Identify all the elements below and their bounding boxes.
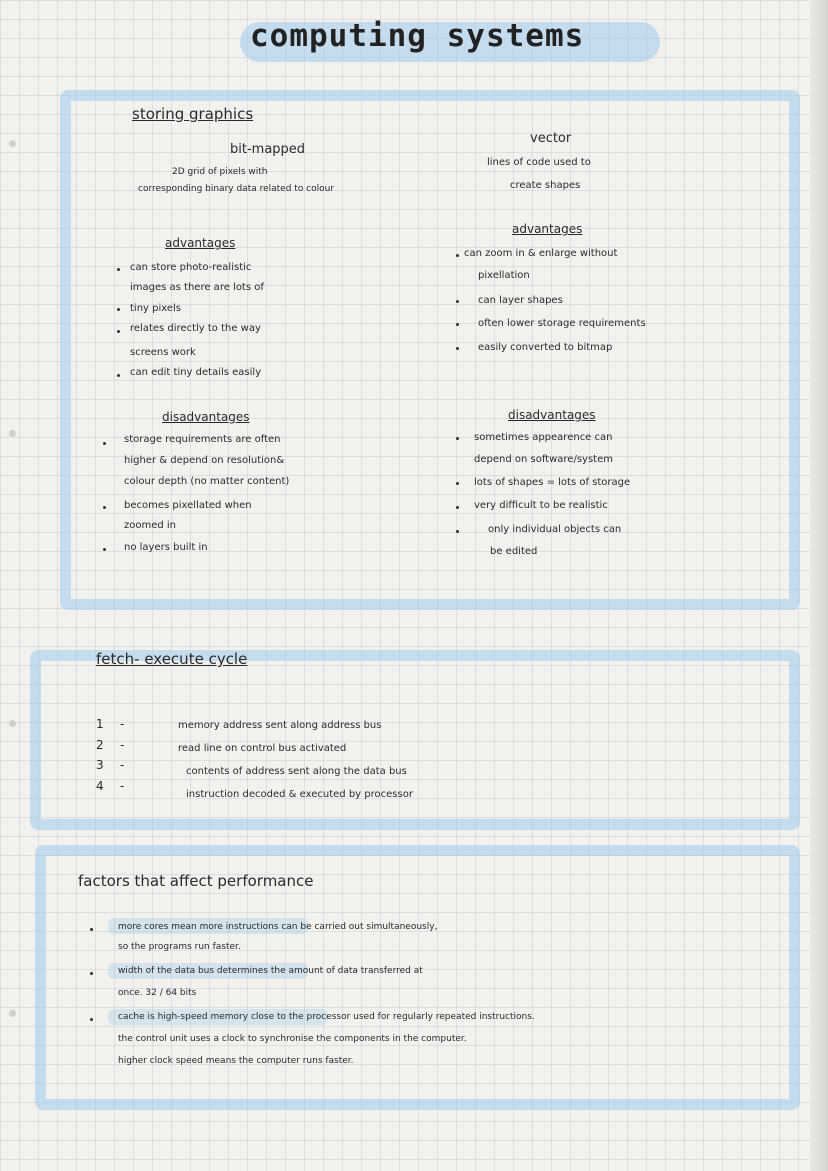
bullet-dot	[117, 330, 120, 333]
vector-advantage-line: pixellation	[478, 270, 530, 281]
bullet-dot	[456, 482, 459, 485]
vector-heading: vector	[530, 131, 572, 146]
bullet-dot	[90, 1018, 93, 1021]
step-dash: -	[120, 779, 125, 793]
performance-line: more cores mean more instructions can be carried out simultaneously,	[118, 922, 438, 932]
step-text: read line on control bus activated	[178, 743, 347, 754]
vector-disadvantage-line: lots of shapes = lots of storage	[474, 477, 631, 488]
vector-disadvantage-line: depend on software/system	[474, 454, 613, 465]
step-number: 2	[96, 738, 104, 752]
performance-line: width of the data bus determines the amount of data transferred at	[118, 966, 423, 976]
vector-advantage-line: easily converted to bitmap	[478, 342, 613, 353]
page-hole	[9, 1010, 16, 1017]
page-hole	[9, 430, 16, 437]
bitmapped-advantage-line: can store photo-realistic	[130, 262, 252, 273]
notebook-binding	[810, 0, 828, 1171]
bullet-dot	[103, 548, 106, 551]
step-dash: -	[120, 717, 125, 731]
vector-disadvantage-line: sometimes appearence can	[474, 432, 613, 443]
bullet-dot	[456, 254, 459, 257]
bullet-dot	[117, 374, 120, 377]
performance-heading: factors that affect performance	[78, 872, 314, 890]
vector-disadvantages-heading: disadvantages	[508, 408, 596, 422]
bullet-dot	[456, 300, 459, 303]
storing-graphics-heading: storing graphics	[132, 105, 254, 123]
bullet-dot	[456, 323, 459, 326]
bitmapped-disadvantage-line: higher & depend on resolution&	[124, 455, 285, 466]
bullet-dot	[103, 442, 106, 445]
fetch-execute-panel	[30, 650, 800, 830]
performance-line: so the programs run faster.	[118, 942, 241, 952]
bitmapped-disadvantage-line: becomes pixellated when	[124, 500, 252, 511]
bullet-dot	[103, 506, 106, 509]
bitmapped-disadvantage-line: zoomed in	[124, 520, 177, 531]
bitmapped-advantage-line: screens work	[130, 347, 196, 358]
bitmapped-advantage-line: relates directly to the way	[130, 323, 261, 334]
step-text: contents of address sent along the data bus	[186, 766, 407, 777]
vector-disadvantage-line: only individual objects can	[488, 524, 622, 535]
performance-line: cache is high-speed memory close to the processor used for regularly repeated instructions.	[118, 1012, 535, 1022]
bitmapped-advantage-line: can edit tiny details easily	[130, 367, 262, 378]
bitmapped-advantages-heading: advantages	[165, 236, 236, 250]
bullet-dot	[456, 530, 459, 533]
step-text: instruction decoded & executed by processor	[186, 789, 413, 800]
bullet-dot	[117, 268, 120, 271]
bitmapped-advantage-line: tiny pixels	[130, 303, 182, 314]
bitmapped-advantage-line: images as there are lots of	[130, 282, 264, 293]
bitmapped-definition-line: corresponding binary data related to colour	[138, 184, 335, 194]
vector-advantages-heading: advantages	[512, 222, 583, 236]
bitmapped-disadvantage-line: colour depth (no matter content)	[124, 476, 290, 487]
fetch-execute-heading: fetch- execute cycle	[96, 650, 248, 668]
step-number: 3	[96, 758, 104, 772]
vector-advantage-line: can zoom in & enlarge without	[464, 248, 618, 259]
step-text: memory address sent along address bus	[178, 720, 382, 731]
bitmapped-disadvantage-line: no layers built in	[124, 542, 208, 553]
vector-disadvantage-line: be edited	[490, 546, 538, 557]
page-hole	[9, 140, 16, 147]
performance-line: higher clock speed means the computer runs faster.	[118, 1056, 354, 1066]
performance-line: the control unit uses a clock to synchronise the components in the computer.	[118, 1034, 467, 1044]
bullet-dot	[456, 437, 459, 440]
performance-line: once. 32 / 64 bits	[118, 988, 197, 998]
bitmapped-heading: bit-mapped	[230, 142, 306, 157]
vector-definition-line: create shapes	[510, 180, 581, 191]
step-number: 4	[96, 779, 104, 793]
vector-advantage-line: often lower storage requirements	[478, 318, 646, 329]
bitmapped-definition-line: 2D grid of pixels with	[172, 167, 268, 177]
bullet-dot	[456, 347, 459, 350]
vector-advantage-line: can layer shapes	[478, 295, 563, 306]
step-number: 1	[96, 717, 104, 731]
bullet-dot	[117, 308, 120, 311]
step-dash: -	[120, 738, 125, 752]
page-hole	[9, 720, 16, 727]
vector-disadvantage-line: very difficult to be realistic	[474, 500, 608, 511]
step-dash: -	[120, 758, 125, 772]
bullet-dot	[90, 972, 93, 975]
bullet-dot	[90, 928, 93, 931]
page-title: computing systems	[250, 18, 585, 54]
bullet-dot	[456, 506, 459, 509]
vector-definition-line: lines of code used to	[487, 157, 591, 168]
bitmapped-disadvantages-heading: disadvantages	[162, 410, 250, 424]
bitmapped-disadvantage-line: storage requirements are often	[124, 434, 281, 445]
